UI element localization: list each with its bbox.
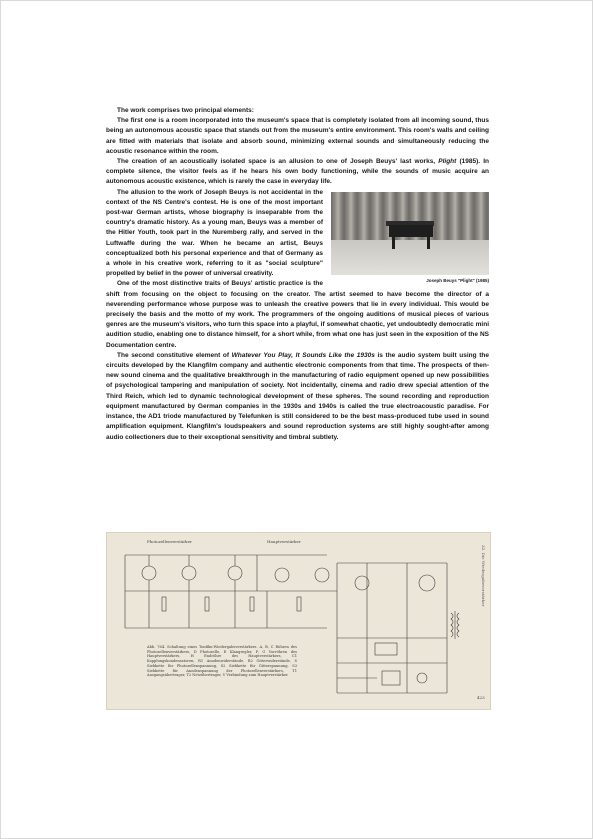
piano-leg — [392, 237, 395, 249]
schematic-page-number: 423 — [477, 695, 485, 700]
schematic-side-heading: 32. Die Wiedergabeverstärker — [481, 545, 486, 607]
piano — [389, 225, 433, 237]
photo-caption: Joseph Beuys "Plight" (1985) — [426, 277, 489, 283]
schematic-label-left: Photozellenverstärker — [147, 539, 192, 544]
paragraph-room: The first one is a room incorporated into the museum's space that is completely isolated from all incoming sound, thus being an autonomous acoustic space that stands out from the museum's entire environment. This room's walls and ceiling are fitted with materials that isolate and absorb sound, minimizing external sounds and simultaneously reducing the acoustic resonance within the room. — [106, 117, 489, 155]
paragraph-beuys-allusion: The allusion to the work of Joseph Beuys is not accidental in the context of the NS Centre's contest. He is one of the most important post-war German artists, whose biography is inseparable from the country's dramatic history. As a young man, Beuys was a member of the Hitler Youth, took part in the Nuremberg rally, and served in the Luftwaffe during the war. When he became an artist, Beuys conceptualized both his personal experience and that of Germany as a whole in his creative work, referring to it as "social sculpture" propelled by belief in the power of universal creativity. — [106, 188, 323, 278]
floor — [331, 240, 489, 275]
paragraph-intro: The work comprises two principal elements: — [117, 107, 254, 114]
schematic-drawing — [107, 533, 490, 709]
work-title-plight: Plight — [438, 158, 457, 166]
beuys-photo-figure — [331, 192, 489, 284]
paragraph-audio-system: The second constitutive element of Whatever You Play, It Sounds Like the 1930s is the audio system built using the circuits developed by the Klangfilm company and authentic electronic components from that time. The prospects of then-new sound cinema and the qualitative breakthrough in the manufacturing of radio equipment opened up new possibilities of psychological tampering and manipulation of society. Not incidentally, cinema and radio drew special attention of the Third Reich, which led to dynamic technological development of these spheres. The sound recording and reproduction equipment manufactured by German companies in the 1930s and 1940s is called the true electroacoustic paradise. For instance, the AD1 triode manufactured by Telefunken is still considered to be the best mass-produced tube used in sound amplification equipment. Klangfilm's loudspeakers and sound reproduction systems are still highly sought-after among audio collectioners due to their exceptional sensitivity and timbral subtlety. — [106, 351, 489, 441]
schematic-caption: Abb. 764. Schaltung eines Tonfilm-Wiedergabeverstärkers. A, B, C Röhren des Photozellenverstärkers, D Photozelle, E Klangregler, F, G Vorröhren des Hauptverstärkers, H Endröhre des Hauptverstärkers, C1 Kopplungskondensatoren, R1 Anodenwiderstände, R2 Gitterwiderstände, S Siebkette für Photozellenspannung, S2 Siebkette für Gitterspannung, S3 Siebkette für Anodenspannung der Photozellenverstärkers, T1 Ausgangsübertrager, T2 Netzübertrager, V Verbindung zum Hauptverstärker. — [147, 645, 297, 678]
work-title-whatever-you-play: Whatever You Play, It Sounds Like the 1930s — [231, 351, 375, 359]
paragraph-beuys-practice: One of the most distinctive traits of Beuys' artistic practice is the shift from focusing on the object to focusing on the creator. The artist seemed to have become the director of a neverending performance whose purpose was to unleash the creative powers that lie in every individual. This would be precisely the basis and the motto of my work. The programmers of the ongoing auditions of musical pieces of various genres are the museum's visitors, who turn this space into a playful, if somewhat chaotic, yet undoubtedly democratic mini audition studio, enabling one to distance himself, for a short while, from what one has just seen in the exposition of the NS Documentation centre. — [106, 280, 489, 349]
article-body — [106, 106, 489, 443]
klangfilm-schematic — [106, 532, 491, 710]
beuys-plight-photo — [331, 192, 489, 275]
paragraph-plight: The creation of an acoustically isolated space is an allusion to one of Joseph Beuys' last works, Plight (1985). In complete silence, the visitor feels as if he hears his own body functioning, while the sounds of music acquire an autonomous acoustic existence, which is rarely the case in everyday life. — [106, 158, 489, 186]
piano-leg — [427, 237, 430, 249]
schematic-label-right: Hauptverstärker — [267, 539, 301, 544]
